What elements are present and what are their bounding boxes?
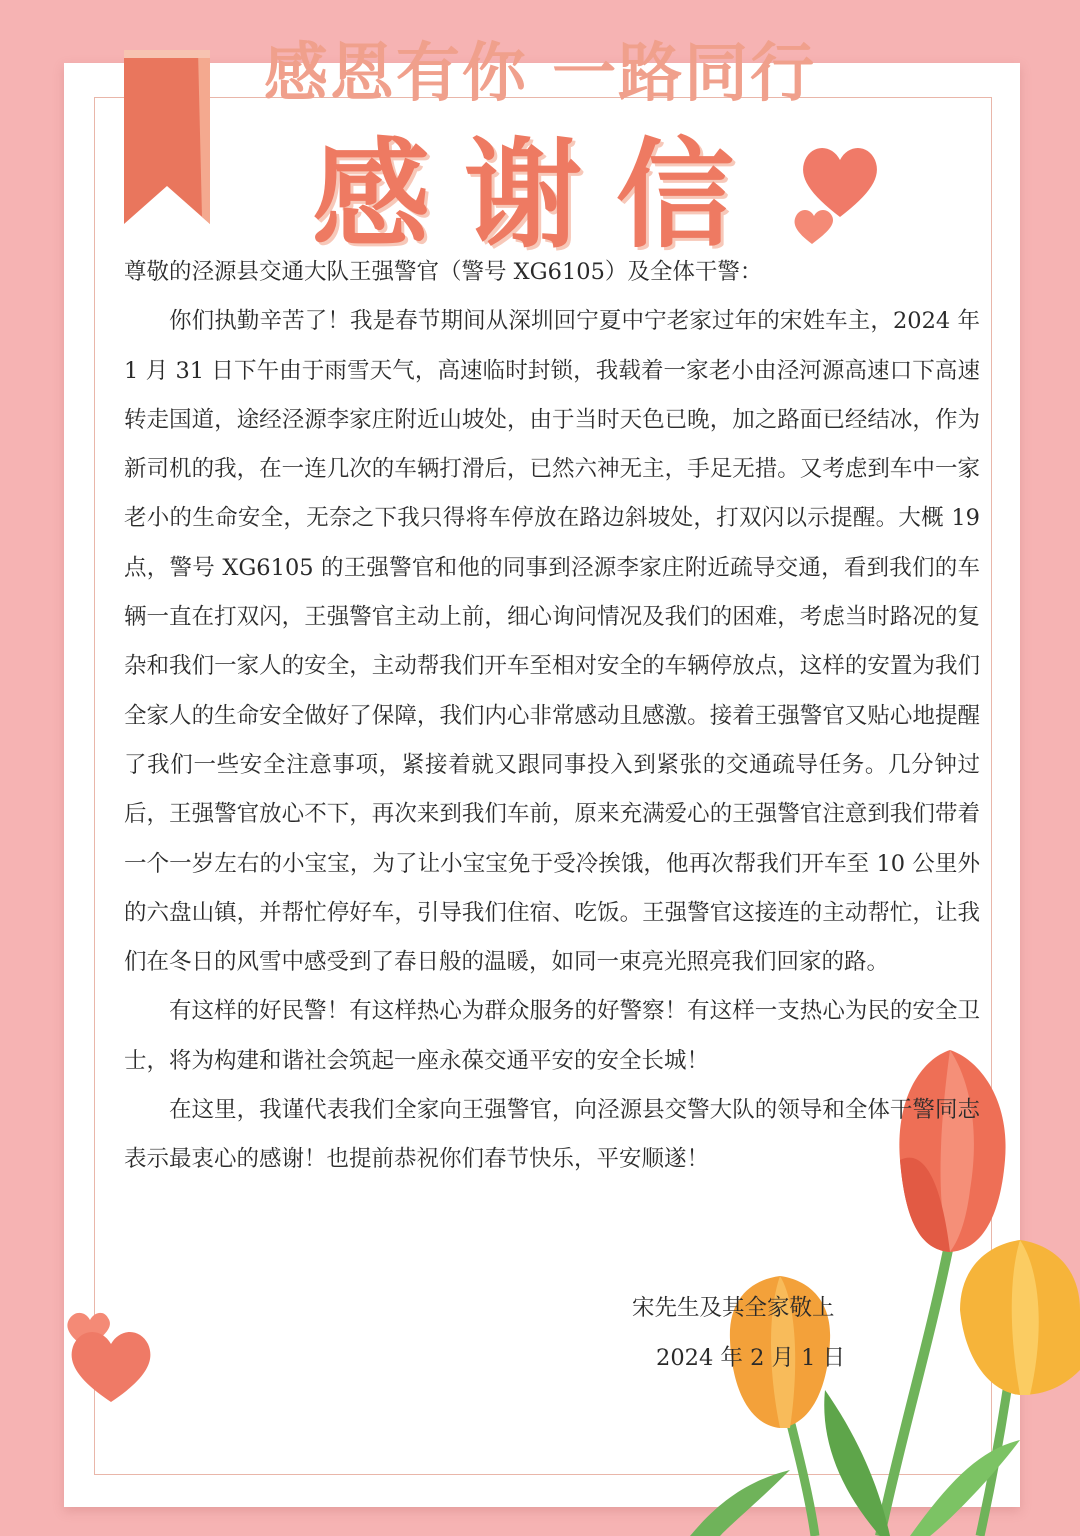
- greeting: 尊敬的泾源县交通大队王强警官（警号 XG6105）及全体干警：: [124, 259, 763, 285]
- date: 2024 年 2 月 1 日: [656, 1345, 846, 1371]
- heart-icon: [56, 1300, 166, 1410]
- subtitle: 感恩有你 一路同行: [263, 37, 817, 111]
- page-title: 感谢信: [311, 125, 768, 264]
- paragraph-1: 你们执勤辛苦了！我是春节期间从深圳回宁夏中宁老家过年的宋姓车主，2024 年 1 月 31 日下午由于雨雪天气，高速临时封锁，我载着一家老小由泾河源高速口下高速转走国道，途经泾源李家庄附近山坡处，由于当时天色已晚，加之路面已经结冰，作为新司机的我，在一连几次的车辆打滑后，已然六神无主，手足无措。又考虑到车中一家老小的生命安全，无奈之下我只得将车停放在路边斜坡处，打双闪以示提醒。大概 19 点，警号 XG6105 的王强警官和他的同事到泾源李家庄附近疏导交通，看到我们的车辆一直在打双闪，王强警官主动上前，细心询问情况及我们的困难，考虑当时路况的复杂和我们一家人的安全，主动帮我们开车至相对安全的车辆停放点，这样的安置为我们全家人的生命安全做好了保障，我们内心非常感动且感激。接着王强警官又贴心地提醒了我们一些安全注意事项，紧接着就又跟同事投入到紧张的交通疏导任务。几分钟过后，王强警官放心不下，再次来到我们车前，原来充满爱心的王强警官注意到我们带着一个一岁左右的小宝宝，为了让小宝宝免于受冷挨饿，他再次帮我们开车至 10 公里外的六盘山镇，并帮忙停好车，引导我们住宿、吃饭。王强警官这接连的主动帮忙，让我们在冬日的风雪中感受到了春日般的温暖，如同一束亮光照亮我们回家的路。: [124, 308, 980, 976]
- letter-body: [124, 248, 980, 1185]
- paragraph-3: 在这里，我谨代表我们全家向王强警官，向泾源县交警大队的领导和全体干警同志表示最衷心的感谢！也提前恭祝你们春节快乐，平安顺遂！: [124, 1097, 980, 1173]
- signature: 宋先生及其全家敬上: [632, 1295, 835, 1321]
- paragraph-2: 有这样的好民警！有这样热心为群众服务的好警察！有这样一支热心为民的安全卫士，将为构建和谐社会筑起一座永葆交通平安的安全长城！: [124, 998, 980, 1074]
